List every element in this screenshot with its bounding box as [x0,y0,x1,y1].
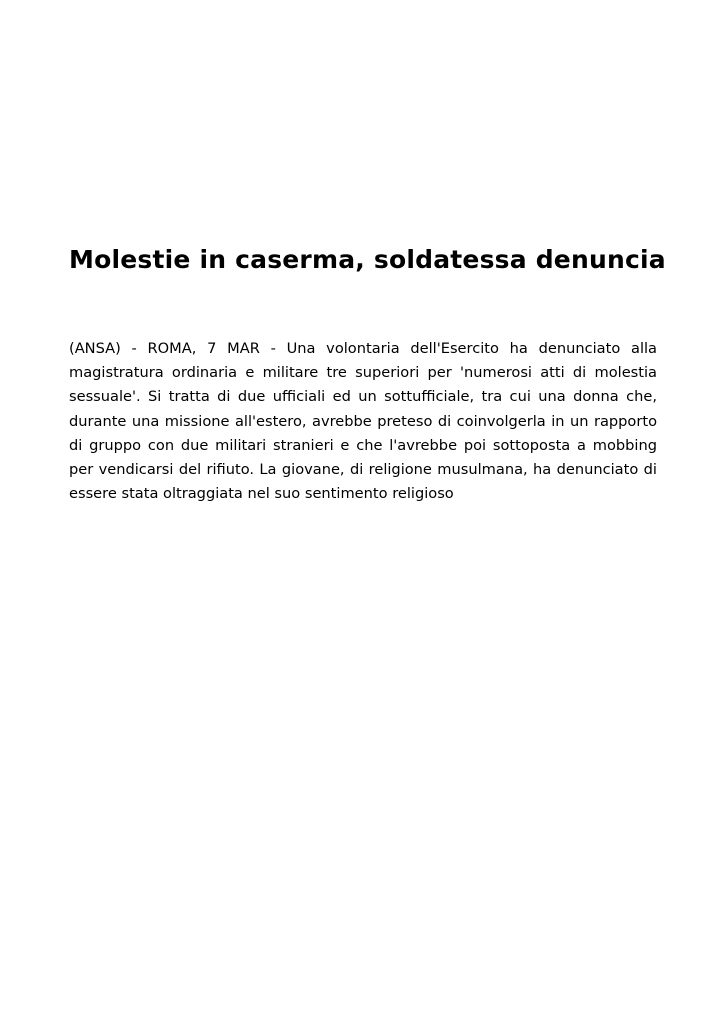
article-body: (ANSA) - ROMA, 7 MAR - Una volontaria dell'Esercito ha denunciato alla magistratura ordinaria e militare tre superiori per 'numerosi atti di molestia sessuale'. Si tratta di due ufficiali ed un sottufficiale, tra cui una donna che, durante una missione all'estero, avrebbe preteso di coinvolgerla in un rapporto di gruppo con due militari stranieri e che l'avrebbe poi sottoposta a mobbing per vendicarsi del rifiuto. La giovane, di religione musulmana, ha denunciato di essere stata oltraggiata nel suo sentimento religioso [69,340,657,503]
article-title: Molestie in caserma, soldatessa denuncia [69,245,666,274]
